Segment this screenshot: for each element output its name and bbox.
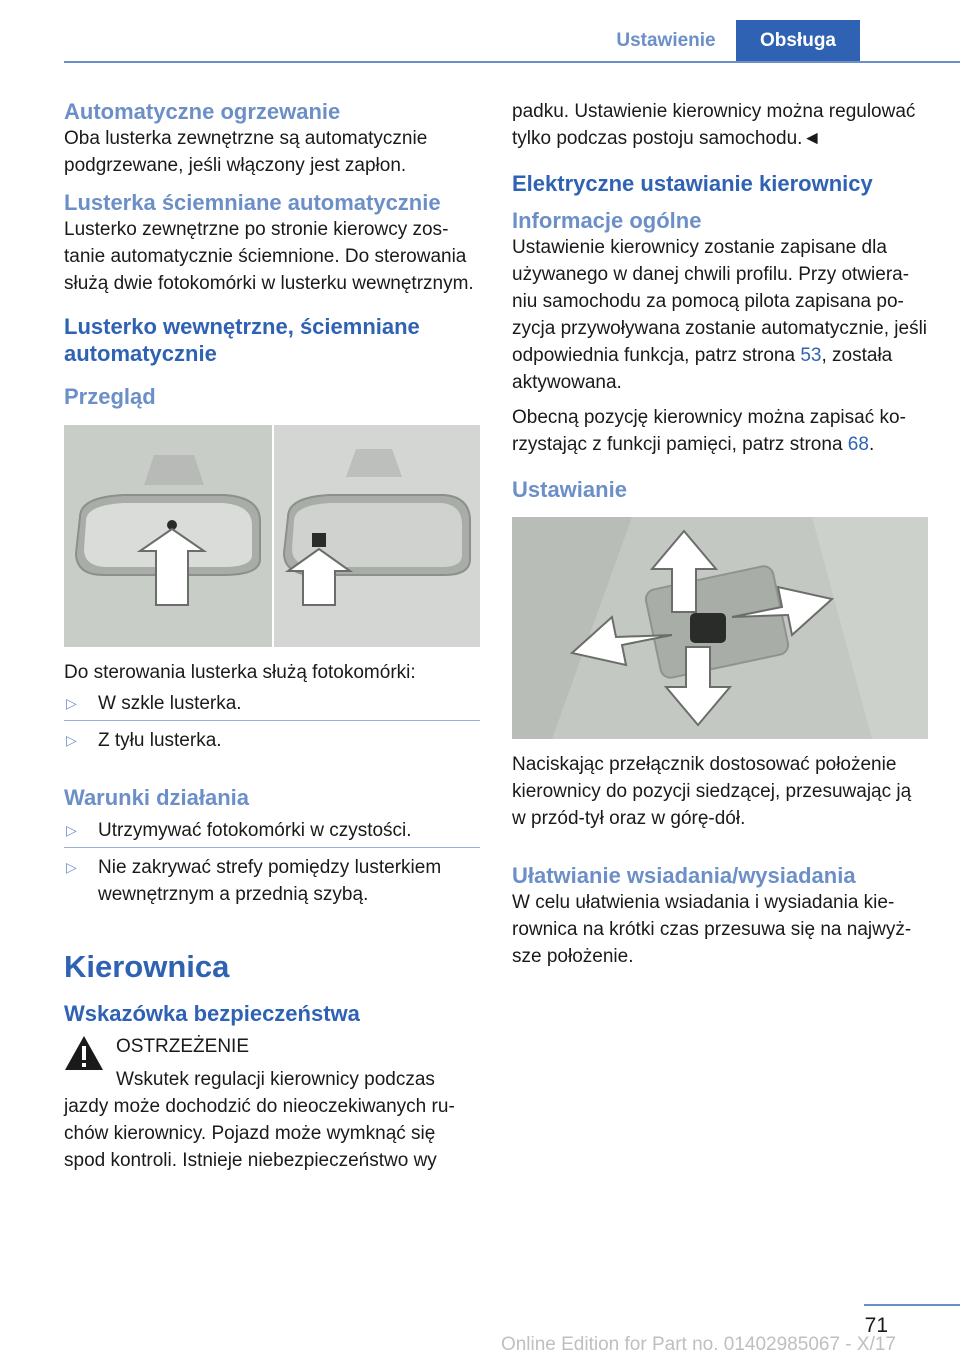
triangle-bullet-icon: ▷ bbox=[66, 732, 77, 748]
text-memory: Obecną pozycję kierownicy można zapisać korzystając z funkcji pamięci, patrz strona 68. bbox=[512, 407, 906, 455]
list-item-separator bbox=[64, 720, 480, 727]
right-column bbox=[512, 98, 928, 970]
heading-safety: Wskazówka bezpieczeństwa bbox=[64, 1001, 360, 1026]
text-auto-dim-exterior: Lusterko zewnętrzne po stronie kierowcy zostanie automatycznie ściemnione. Do sterowania służą dwie fotokomórki w lusterku wewnętrznym. bbox=[64, 219, 474, 294]
warning-icon bbox=[64, 1035, 104, 1071]
heading-general: Informacje ogólne bbox=[512, 208, 702, 233]
list-item: ▷ Nie zakrywać strefy pomiędzy lusterkiem wewnętrznym a przednią szybą. bbox=[64, 854, 480, 908]
triangle-bullet-icon: ▷ bbox=[66, 859, 77, 875]
text-continuation: padku. Ustawienie kierownicy można regulować tylko podczas postoju samochodu.◄ bbox=[512, 101, 916, 149]
warning-block bbox=[64, 1033, 480, 1093]
heading-overview: Przegląd bbox=[64, 384, 156, 409]
left-column bbox=[64, 98, 480, 1174]
photocell-list bbox=[64, 690, 480, 754]
mirror-photocell-illustration bbox=[64, 425, 480, 647]
list-item: ▷ Z tyłu lusterka. bbox=[64, 727, 480, 754]
tab-obsluga[interactable]: Obsługa bbox=[736, 20, 860, 61]
heading-adjust: Ustawianie bbox=[512, 477, 627, 502]
heading-electric-adjust: Elektryczne ustawianie kierownicy bbox=[512, 171, 873, 196]
list-item: ▷ Utrzymywać fotokomórki w czystości. bbox=[64, 817, 480, 844]
triangle-bullet-icon: ▷ bbox=[66, 822, 77, 838]
warning-text: jazdy może dochodzić do nieoczekiwanych ruchów kierownicy. Pojazd może wymknąć się spod kontroli. Istnieje niebezpieczeństwo wy bbox=[64, 1096, 455, 1171]
warning-first-line: Wskutek regulacji kierownicy podczas bbox=[116, 1069, 435, 1090]
heading-auto-dim-exterior: Lusterka ściemniane automatycznie bbox=[64, 190, 441, 215]
heading-easy-entry: Ułatwianie wsiadania/wysiadania bbox=[512, 863, 856, 888]
tab-ustawienie[interactable]: Ustawienie bbox=[616, 30, 716, 51]
footer-rule bbox=[864, 1304, 960, 1306]
steering-switch-illustration bbox=[512, 517, 928, 739]
edition-footer: Online Edition for Part no. 01402985067 - X/17 bbox=[500, 1334, 896, 1355]
header-rule bbox=[64, 61, 960, 63]
heading-conditions: Warunki działania bbox=[64, 785, 250, 810]
text-auto-heat: Oba lusterka zewnętrzne są automatycznie podgrzewane, jeśli włączony jest zapłon. bbox=[64, 128, 428, 176]
heading-inner-mirror: Lusterko wewnętrzne, ściemniane automatycznie bbox=[64, 314, 420, 366]
conditions-list bbox=[64, 817, 480, 908]
page-link-68[interactable]: 68 bbox=[847, 434, 869, 455]
text-easy-entry: W celu ułatwienia wsiadania i wysiadania kierownica na krótki czas przesuwa się na najwyższe położenie. bbox=[512, 892, 912, 967]
triangle-bullet-icon: ▷ bbox=[66, 695, 77, 711]
list-item-separator bbox=[64, 847, 480, 854]
page-number: 71 bbox=[864, 1314, 888, 1337]
heading-auto-heat: Automatyczne ogrzewanie bbox=[64, 99, 341, 124]
text-general: Ustawienie kierownicy zostanie zapisane dla używanego w danej chwili profilu. Przy otwieraniu samochodu za pomocą pilota zapisana pozycja przywoływana zostanie automatycznie, jeśli odpowiednia funkcja, patrz strona 53, została aktywowana. bbox=[512, 237, 928, 393]
text-adjust: Naciskając przełącznik dostosować położenie kierownicy do pozycji siedzącej, przesuwając ją w przód-tył oraz w górę-dół. bbox=[512, 754, 912, 829]
heading-steering: Kierownica bbox=[64, 949, 230, 984]
warning-title: OSTRZEŻENIE bbox=[116, 1036, 250, 1057]
list-item: ▷ W szkle lusterka. bbox=[64, 690, 480, 717]
page-link-53[interactable]: 53 bbox=[800, 345, 822, 366]
text-photocells: Do sterowania lusterka służą fotokomórki: bbox=[64, 662, 416, 683]
